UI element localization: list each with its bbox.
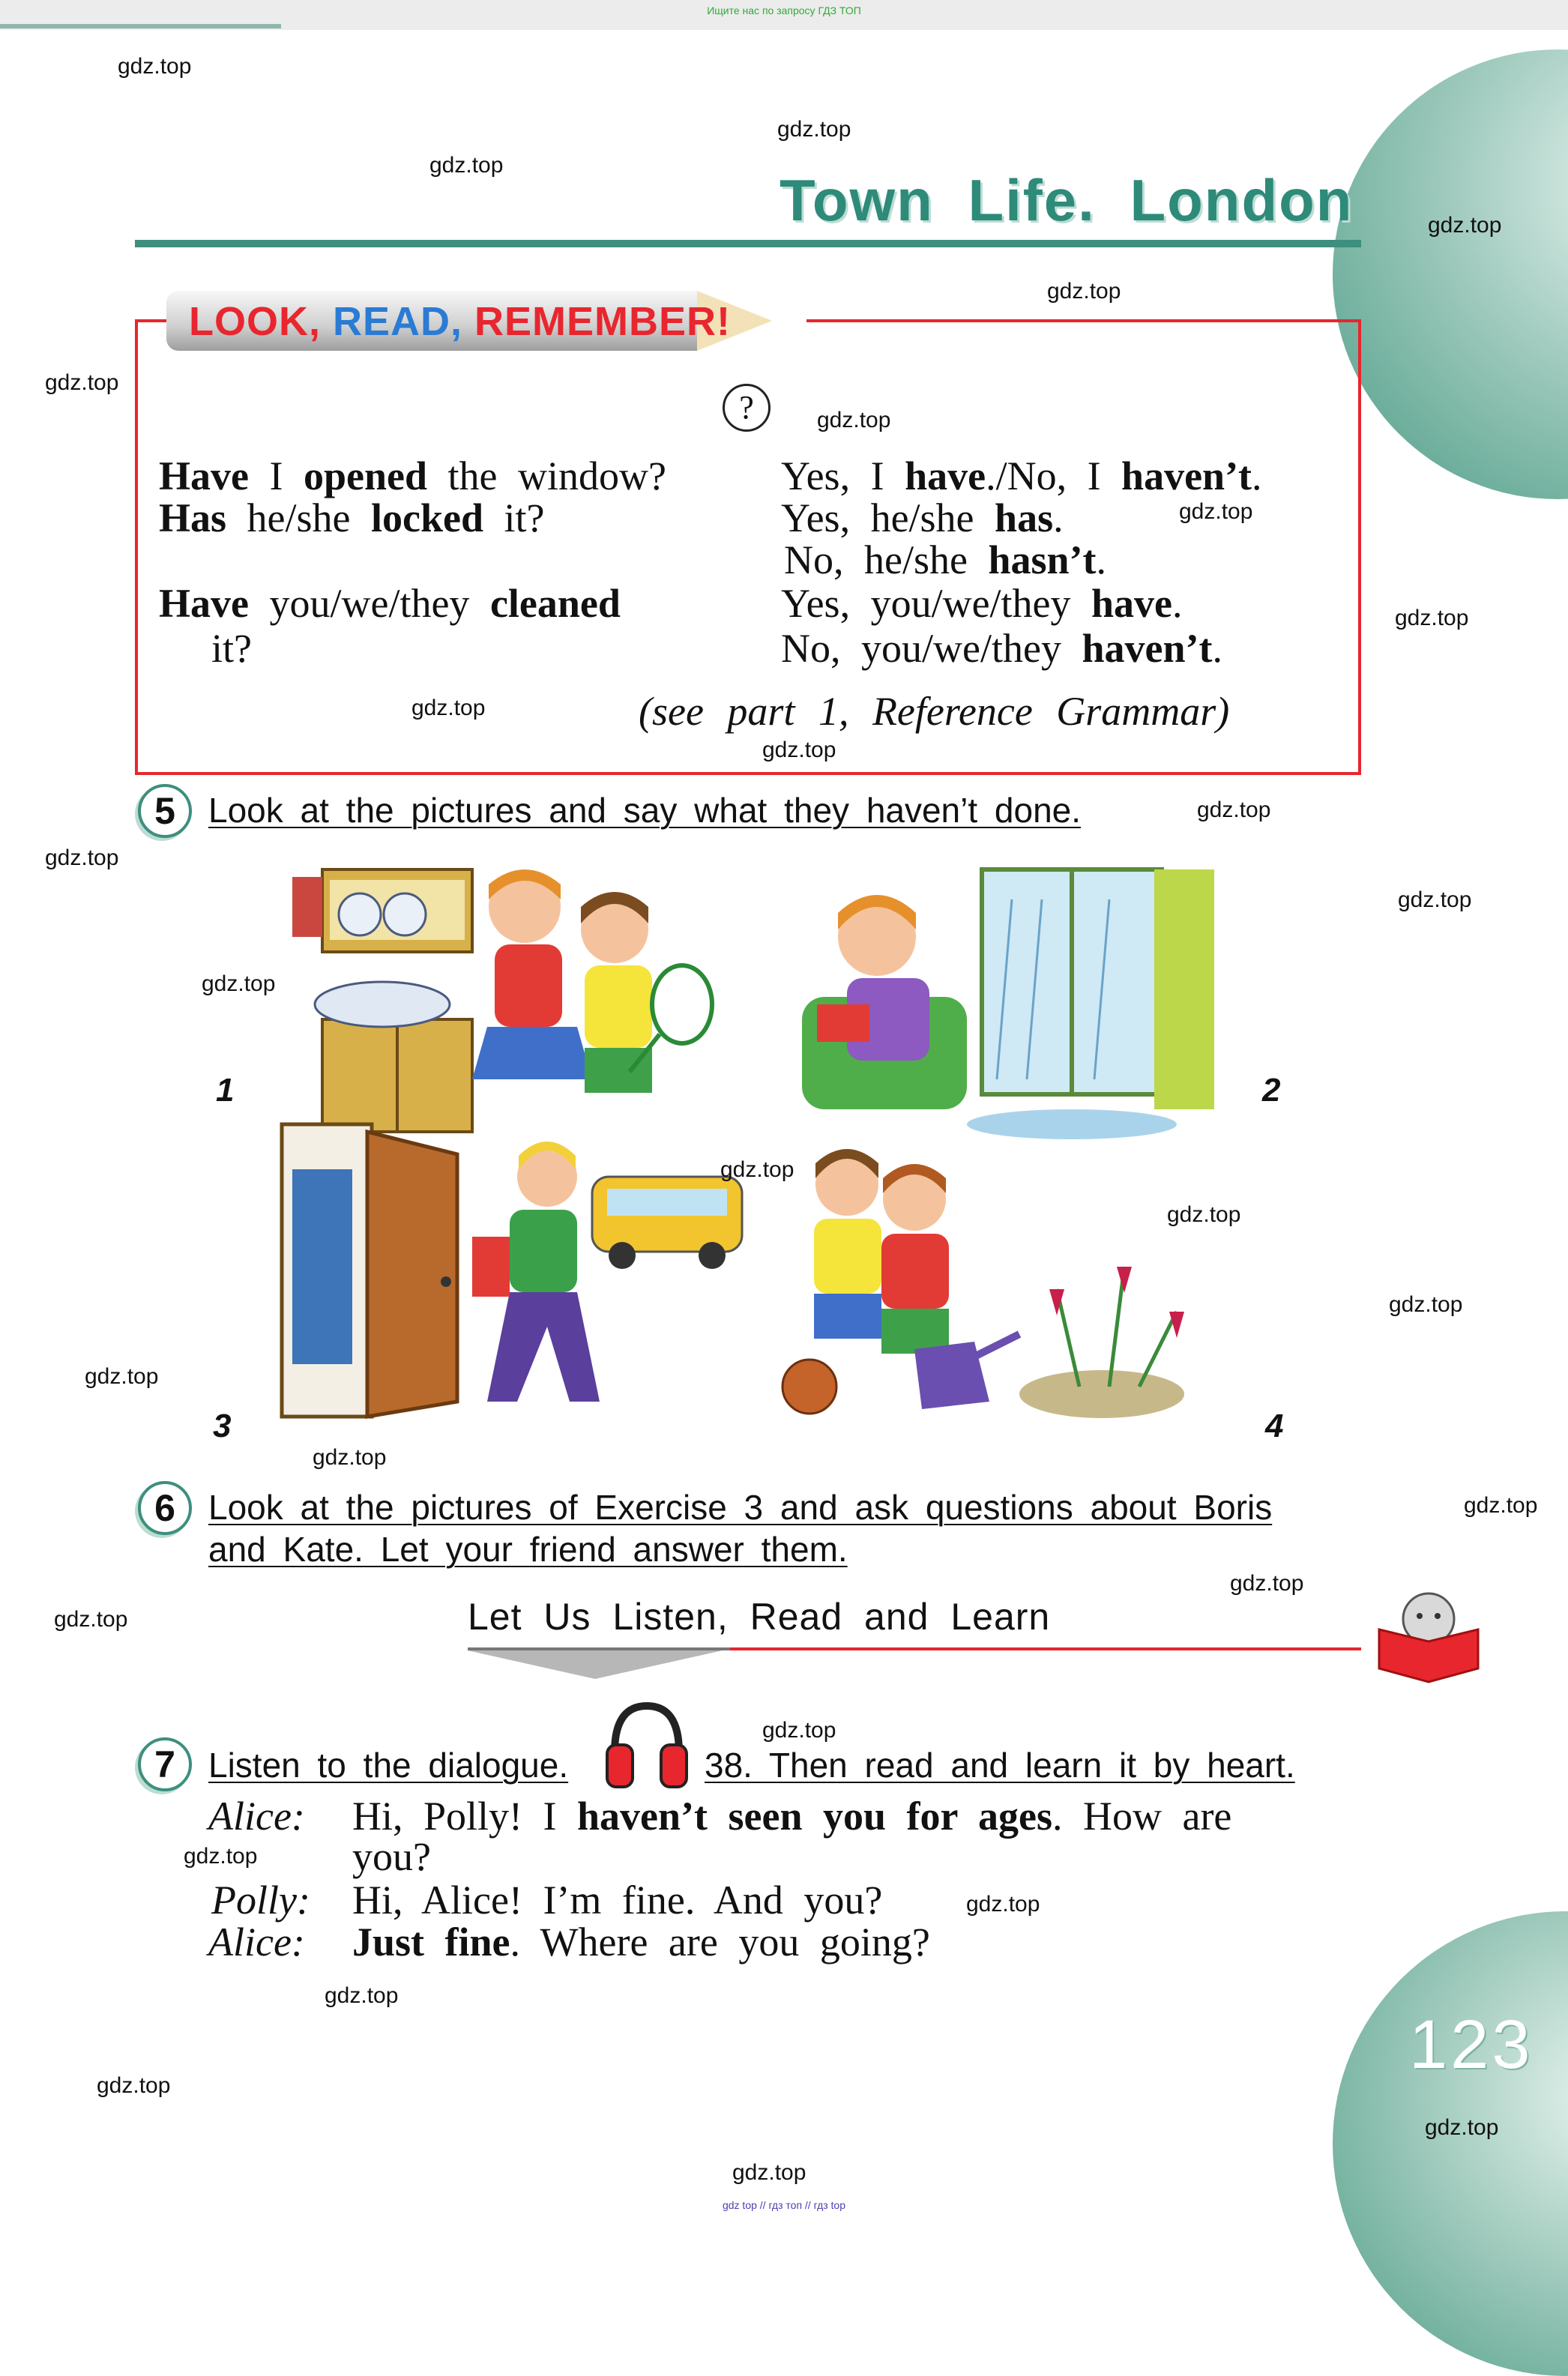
watermark: gdz.top [1395, 606, 1469, 630]
school-bag [472, 1237, 510, 1297]
reference-note: (see part 1, Reference Grammar) [639, 689, 1230, 734]
watermark: gdz.top [97, 2073, 171, 2098]
reader-eye [1417, 1613, 1423, 1619]
watermark: gdz.top [313, 1445, 387, 1470]
grammar-q2: Has he/she locked it? [159, 495, 545, 540]
picture-4-illustration [750, 1117, 1214, 1432]
exercise-7-task-a: Listen to the dialogue. [208, 1746, 569, 1785]
watermark: gdz.top [202, 971, 276, 996]
boy-1-shorts [814, 1294, 881, 1339]
watermark: gdz.top [1428, 213, 1502, 238]
watermark: gdz.top [85, 1364, 159, 1389]
watermark: gdz.top [1167, 1202, 1241, 1227]
flower-stem [1057, 1289, 1079, 1387]
room-inside [292, 1169, 352, 1364]
flower-stem [1139, 1312, 1177, 1387]
pencil-remember: REMEMBER! [474, 299, 732, 344]
door-knob [441, 1276, 451, 1287]
plate [339, 893, 381, 935]
watermark: gdz.top [325, 1983, 399, 2008]
bus-wheel [609, 1242, 636, 1269]
watermark: gdz.top [1425, 2115, 1499, 2140]
picture-2-illustration [772, 854, 1237, 1154]
look-read-remember-pencil [166, 291, 774, 351]
question-icon: ? [723, 384, 771, 432]
dialogue-line-alice-1: Hi, Polly! I haven’t seen you for ages. How are [352, 1794, 1232, 1839]
watermark: gdz.top [45, 845, 119, 870]
watermark: gdz.top [54, 1607, 128, 1632]
pencil-label [189, 298, 731, 345]
bus-wheel [699, 1242, 726, 1269]
picture-number-4: 4 [1265, 1408, 1284, 1444]
dialogue-line-polly: Hi, Alice! I’m fine. And you? [352, 1878, 883, 1923]
dialogue-line-alice-1-cont: you? [352, 1834, 431, 1879]
boy-shirt [585, 965, 652, 1048]
grammar-q3-end: it? [211, 626, 252, 671]
speaker-alice-2: Alice: [208, 1920, 305, 1965]
picture-number-3: 3 [213, 1408, 232, 1444]
watermark: gdz.top [411, 696, 486, 720]
watermark: gdz.top [1398, 887, 1472, 912]
book [817, 1004, 869, 1042]
page-number: 123 [1409, 2006, 1534, 2083]
exercise-6-task-line-2: and Kate. Let your friend answer them. [208, 1530, 848, 1569]
progress-bar [0, 24, 281, 28]
curtain [1154, 869, 1214, 1109]
grammar-a5: No, you/we/they haven’t. [781, 626, 1222, 671]
girl-skirt [472, 1027, 592, 1079]
football [783, 1360, 836, 1414]
watermark: gdz.top [118, 54, 192, 79]
banner-arrow [468, 1650, 723, 1679]
footer-note: gdz top // гдз топ // гдз top [722, 2199, 846, 2211]
picture-1-illustration [277, 854, 742, 1154]
pencil-read: READ, [333, 299, 463, 344]
dirty-dishes [315, 982, 450, 1027]
grammar-a3: No, he/she hasn’t. [784, 537, 1106, 582]
watermark: gdz.top [1389, 1292, 1463, 1317]
title-rule [135, 240, 1361, 247]
watermark: gdz.top [1179, 499, 1253, 524]
watermark: gdz.top [429, 153, 504, 178]
reader-eye [1435, 1613, 1441, 1619]
towel [292, 877, 322, 937]
exercise-5-number: 5 [138, 784, 192, 838]
watermark: gdz.top [817, 408, 891, 432]
watermark: gdz.top [777, 117, 851, 142]
watermark: gdz.top [966, 1892, 1040, 1917]
bus-windows [607, 1189, 727, 1216]
grammar-a4: Yes, you/we/they have. [781, 581, 1183, 626]
grammar-q3: Have you/we/they cleaned [159, 581, 621, 626]
boy-trousers [487, 1292, 600, 1402]
picture-number-1: 1 [216, 1072, 235, 1109]
open-door [367, 1132, 457, 1417]
right-earcup [661, 1745, 687, 1787]
picture-number-2: 2 [1262, 1072, 1281, 1109]
girl-shirt [495, 944, 562, 1027]
watermark: gdz.top [762, 738, 836, 762]
box-top-border-left [135, 319, 166, 322]
headphones-icon[interactable] [604, 1700, 690, 1788]
banner-rule-right [730, 1647, 1361, 1650]
watermark: gdz.top [1197, 797, 1271, 822]
watering-can-spout [974, 1334, 1019, 1357]
exercise-5-task: Look at the pictures and say what they haven’t done. [208, 791, 1082, 830]
watermark: gdz.top [1464, 1493, 1538, 1518]
section-banner: Let Us Listen, Read and Learn [468, 1596, 1051, 1638]
watermark: gdz.top [1230, 1571, 1304, 1596]
wilted-flower [1117, 1267, 1132, 1293]
watermark: gdz.top [1047, 279, 1121, 304]
watermark: gdz.top [732, 2160, 806, 2185]
pencil-look: LOOK, [189, 299, 321, 344]
page-title: Town Life. London [780, 167, 1354, 233]
exercise-7-number: 7 [138, 1737, 192, 1791]
speaker-alice-1: Alice: [208, 1794, 305, 1839]
grammar-a2: Yes, he/she has. [781, 495, 1064, 540]
top-note: Ищите нас по запросу ГДЗ ТОП [707, 4, 861, 16]
boy-jacket [510, 1210, 577, 1292]
grammar-q1: Have I opened the window? [159, 453, 666, 498]
watermark: gdz.top [762, 1718, 836, 1743]
watermark: gdz.top [184, 1844, 258, 1869]
flower-bed [1019, 1370, 1184, 1418]
dialogue-line-alice-2: Just fine. Where are you going? [352, 1920, 930, 1965]
exercise-7-task-b: 38. Then read and learn it by heart. [705, 1746, 1295, 1785]
watermark: gdz.top [45, 370, 119, 395]
exercise-6-number: 6 [138, 1481, 192, 1535]
picture-3-illustration [277, 1117, 757, 1432]
box-top-border [806, 319, 1361, 322]
left-earcup [607, 1745, 633, 1787]
speaker-polly: Polly: [211, 1878, 310, 1923]
watermark: gdz.top [720, 1157, 794, 1182]
exercise-6-task-line-1: Look at the pictures of Exercise 3 and ask questions about Boris [208, 1488, 1273, 1527]
boy-1-shirt [814, 1219, 881, 1294]
plate [384, 893, 426, 935]
grammar-a1: Yes, I have./No, I haven’t. [781, 453, 1262, 498]
tennis-racket [652, 965, 712, 1043]
boy-2-shirt [881, 1234, 949, 1309]
reading-book-icon [1376, 1589, 1481, 1686]
